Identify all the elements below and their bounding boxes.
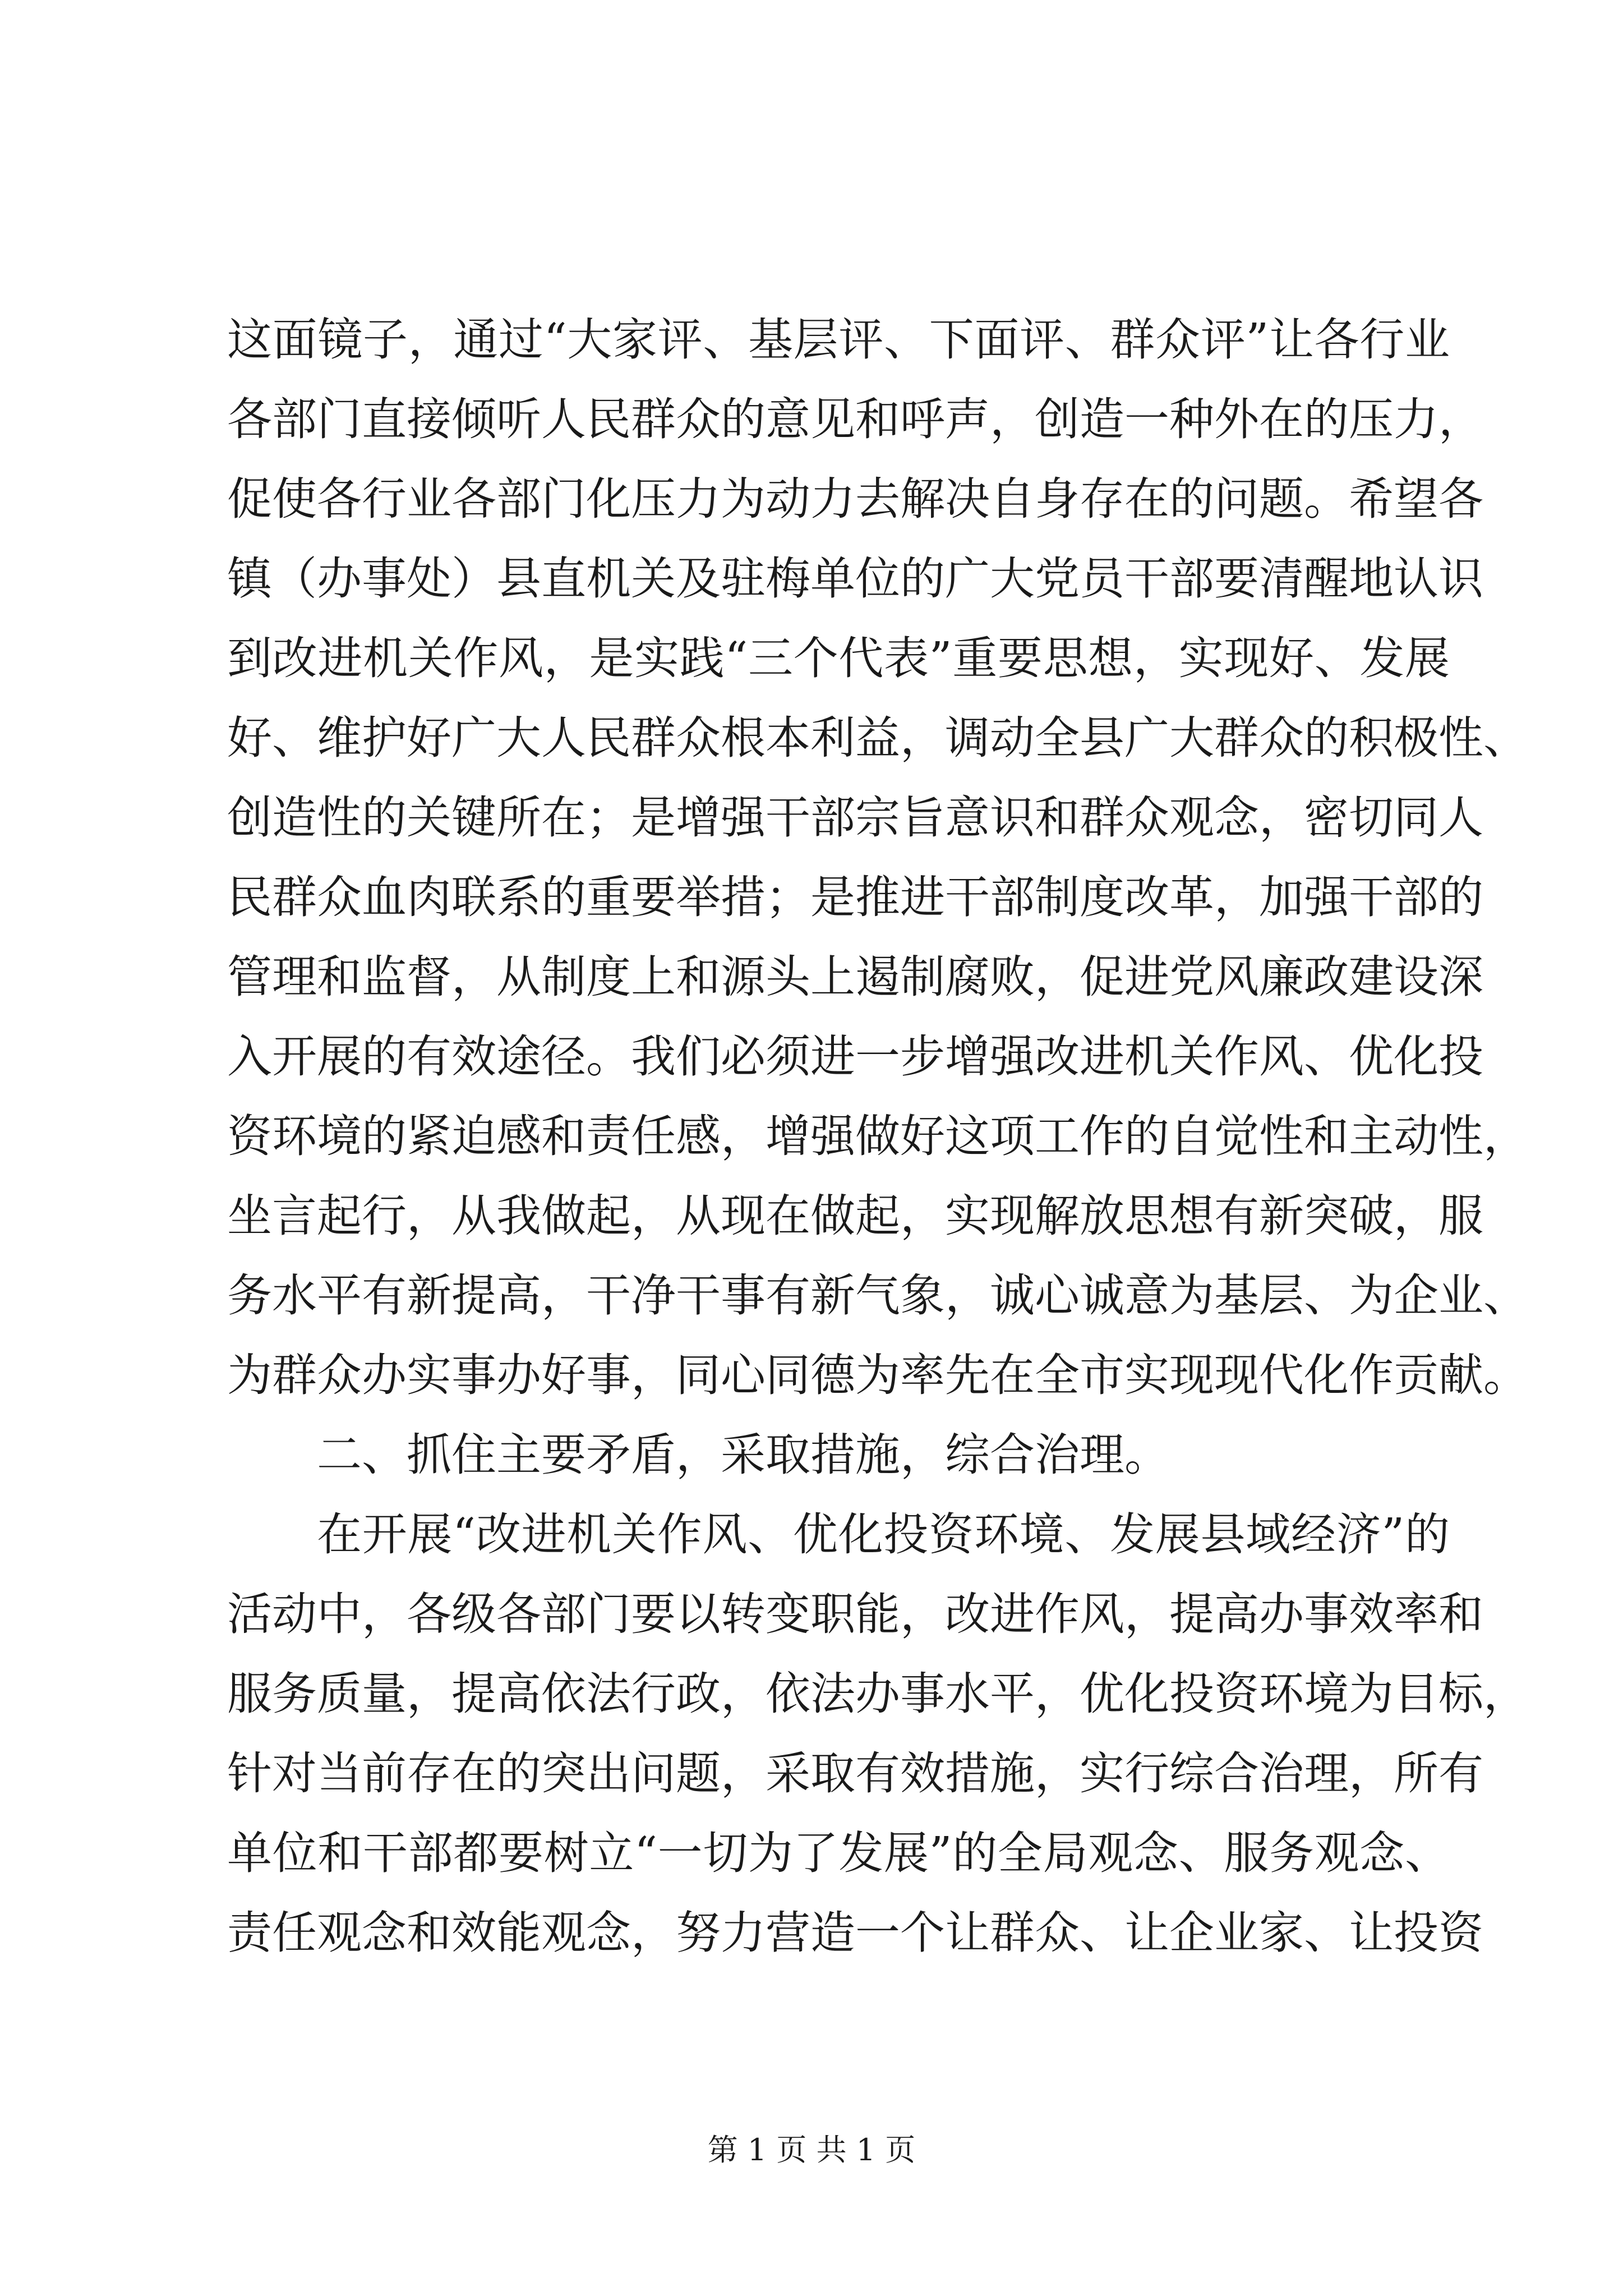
page-footer: 第 1 页 共 1 页 xyxy=(707,2132,916,2168)
text-line: 促使各行业各部门化压力为动力去解决自身存在的问题。希望各 xyxy=(227,473,1483,525)
text-line: 活动中，各级各部门要以转变职能，改进作风，提高办事效率和 xyxy=(227,1588,1483,1640)
text-line: 坐言起行，从我做起，从现在做起，实现解放思想有新突破，服 xyxy=(227,1190,1483,1242)
text-line: 为群众办实事办好事，同心同德为率先在全市实现现代化作贡献。 xyxy=(227,1349,1528,1401)
text-line: 服务质量，提高依法行政，依法办事水平，优化投资环境为目标， xyxy=(227,1668,1528,1720)
text-line: 入开展的有效途径。我们必须进一步增强改进机关作风、优化投 xyxy=(227,1030,1483,1083)
text-line: 创造性的关键所在；是增强干部宗旨意识和群众观念，密切同人 xyxy=(227,792,1483,844)
paragraph xyxy=(227,300,1528,1415)
text-line: 务水平有新提高，干净干事有新气象，诚心诚意为基层、为企业、 xyxy=(227,1269,1528,1322)
document-body xyxy=(227,300,1528,1973)
text-line: 资环境的紧迫感和责任感，增强做好这项工作的自觉性和主动性， xyxy=(227,1110,1528,1162)
paragraph xyxy=(227,1415,1450,1495)
text-line: 这面镜子，通过“大家评、基层评、下面评、群众评”让各行业 xyxy=(227,314,1450,366)
text-line: 好、维护好广大人民群众根本利益，调动全县广大群众的积极性、 xyxy=(227,712,1528,764)
text-line: 镇（办事处）县直机关及驻梅单位的广大党员干部要清醒地认识 xyxy=(227,553,1483,605)
text-line: 责任观念和效能观念，努力营造一个让群众、让企业家、让投资 xyxy=(227,1907,1483,1959)
text-line: 二、抓住主要矛盾，采取措施，综合治理。 xyxy=(317,1429,1169,1481)
paragraph xyxy=(227,1495,1528,1973)
text-line: 在开展“改进机关作风、优化投资环境、发展县域经济”的 xyxy=(317,1508,1450,1561)
text-line: 管理和监督，从制度上和源头上遏制腐败，促进党风廉政建设深 xyxy=(227,951,1483,1003)
text-line: 单位和干部都要树立“一切为了发展”的全局观念、服务观念、 xyxy=(227,1827,1450,1879)
text-line: 各部门直接倾听人民群众的意见和呼声，创造一种外在的压力， xyxy=(227,393,1483,445)
text-line: 针对当前存在的突出问题，采取有效措施，实行综合治理，所有 xyxy=(227,1747,1483,1800)
text-line: 民群众血肉联系的重要举措；是推进干部制度改革，加强干部的 xyxy=(227,871,1483,923)
text-line: 到改进机关作风，是实践“三个代表”重要思想，实现好、发展 xyxy=(227,632,1450,684)
